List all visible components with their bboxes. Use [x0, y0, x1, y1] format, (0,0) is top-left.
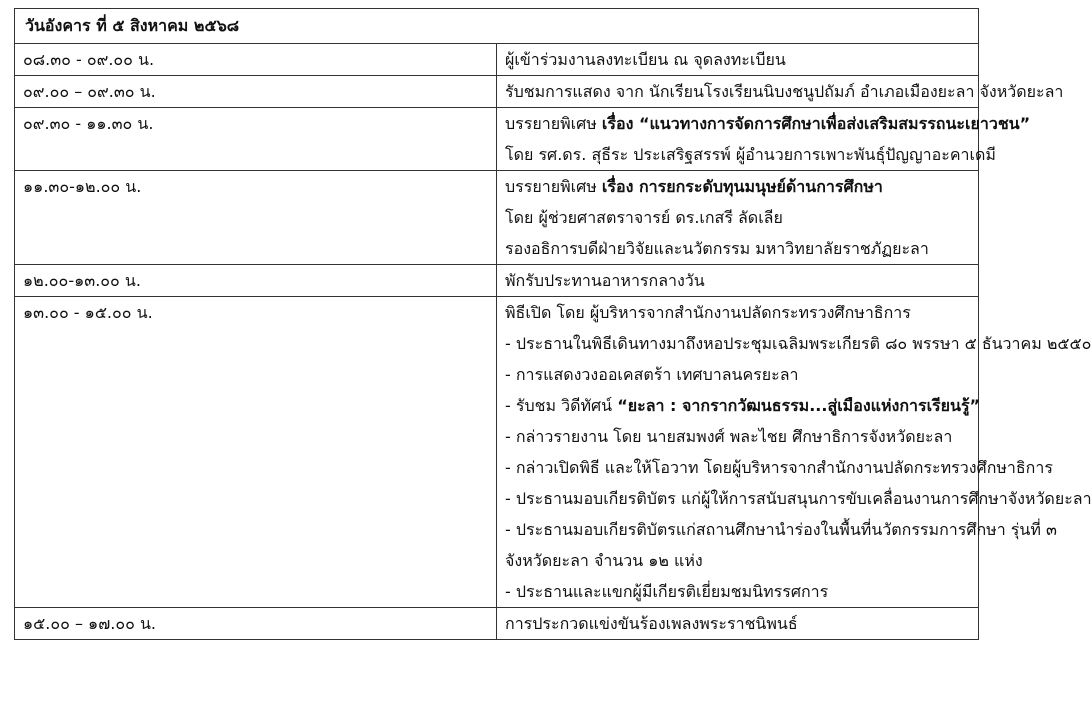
table-row — [15, 44, 979, 76]
time-cell: ๑๑.๓๐-๑๒.๐๐ น. — [23, 177, 142, 196]
activity-line — [505, 171, 970, 202]
activity-prefix: บรรยายพิเศษ — [505, 177, 602, 196]
activity-line: การประกวดแข่งขันร้องเพลงพระราชนิพนธ์ — [505, 614, 798, 633]
activity-line: โดย รศ.ดร. สุธีระ ประเสริฐสรรพ์ ผู้อำนวยการเพาะพันธุ์ปัญญาอะคาเดมี — [505, 145, 996, 164]
table-row — [15, 608, 979, 640]
time-cell: ๑๓.๐๐ - ๑๕.๐๐ น. — [23, 303, 153, 322]
activity-line: - ประธานและแขกผู้มีเกียรติเยี่ยมชมนิทรรศการ — [505, 582, 829, 601]
time-cell: ๑๕.๐๐ – ๑๗.๐๐ น. — [23, 614, 156, 633]
activity-line: - ประธานมอบเกียรติบัตร แก่ผู้ให้การสนับสนุนการขับเคลื่อนงานการศึกษาจังหวัดยะลา — [505, 489, 1092, 508]
activity-line: - การแสดงวงออเคสตร้า เทศบาลนครยะลา — [505, 365, 799, 384]
activity-line: พิธีเปิด โดย ผู้บริหารจากสำนักงานปลัดกระทรวงศึกษาธิการ — [505, 303, 911, 322]
lecture-title: เรื่อง “แนวทางการจัดการศึกษาเพื่อส่งเสริมสมรรถนะเยาวชน” — [601, 114, 1031, 133]
activity-prefix: - รับชม วิดีทัศน์ — [505, 396, 618, 415]
table-row — [15, 108, 979, 171]
table-row — [15, 265, 979, 297]
activity-line: รองอธิการบดีฝ่ายวิจัยและนวัตกรรม มหาวิทยาลัยราชภัฏยะลา — [505, 239, 929, 258]
lecture-title: เรื่อง การยกระดับทุนมนุษย์ด้านการศึกษา — [601, 177, 883, 196]
activity-line: - ประธานในพิธีเดินทางมาถึงหอประชุมเฉลิมพระเกียรติ ๘๐ พรรษา ๕ ธันวาคม ๒๕๕๐ — [505, 334, 1092, 353]
time-cell: ๐๙.๓๐ - ๑๑.๓๐ น. — [23, 114, 154, 133]
header-row — [15, 9, 979, 44]
time-cell: ๑๒.๐๐-๑๓.๐๐ น. — [23, 271, 141, 290]
schedule-table — [14, 8, 1092, 640]
activity-prefix: บรรยายพิเศษ — [505, 114, 602, 133]
activity-line: จังหวัดยะลา จำนวน ๑๒ แห่ง — [505, 551, 703, 570]
activity-line — [505, 390, 981, 421]
table-row — [15, 297, 979, 608]
activity-line: ผู้เข้าร่วมงานลงทะเบียน ณ จุดลงทะเบียน — [505, 50, 786, 69]
time-cell: ๐๘.๓๐ - ๐๙.๐๐ น. — [23, 50, 155, 69]
table-row — [15, 171, 979, 265]
activity-line: รับชมการแสดง จาก นักเรียนโรงเรียนนิบงชนูปถัมภ์ อำเภอเมืองยะลา จังหวัดยะลา — [505, 82, 1064, 101]
activity-line: - กล่าวเปิดพิธี และให้โอวาท โดยผู้บริหารจากสำนักงานปลัดกระทรวงศึกษาธิการ — [505, 458, 1053, 477]
table-row — [15, 76, 979, 108]
time-cell: ๐๙.๐๐ – ๐๙.๓๐ น. — [23, 82, 156, 101]
activity-line: โดย ผู้ช่วยศาสตราจารย์ ดร.เกสรี ลัดเลีย — [505, 208, 783, 227]
activity-line — [505, 108, 1031, 139]
activity-line: - กล่าวรายงาน โดย นายสมพงศ์ พละไชย ศึกษาธิการจังหวัดยะลา — [505, 427, 953, 446]
activity-line: - ประธานมอบเกียรติบัตรแก่สถานศึกษานำร่องในพื้นที่นวัตกรรมการศึกษา รุ่นที่ ๓ — [505, 520, 1057, 539]
activity-line: พักรับประทานอาหารกลางวัน — [505, 271, 705, 290]
video-title: “ยะลา : จากรากวัฒนธรรม...สู่เมืองแห่งการเรียนรู้” — [617, 396, 981, 415]
date-header: วันอังคาร ที่ ๕ สิงหาคม ๒๕๖๘ — [15, 9, 979, 44]
